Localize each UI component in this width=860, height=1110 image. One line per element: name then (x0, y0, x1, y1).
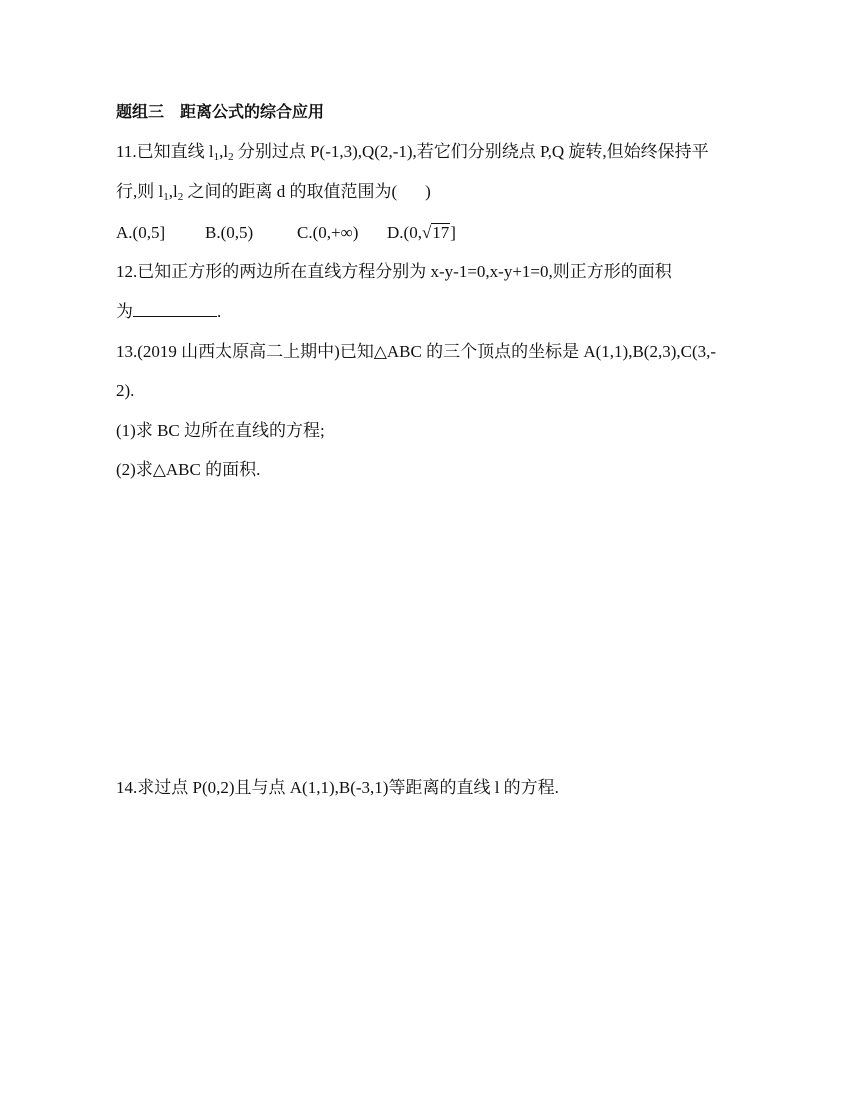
q12-answer-blank[interactable] (133, 300, 217, 317)
q11-sep: ,l (219, 142, 229, 161)
q11-sub1: 1 (213, 151, 220, 163)
q11-text-2: 分别过点 P(-1,3),Q(2,-1),若它们分别绕点 P,Q 旋转,但始终保持平 (233, 142, 709, 161)
q11-text-3: 行,则 l (116, 182, 164, 201)
q11-option-d-suffix: ] (450, 223, 456, 242)
q12-prefix: 为 (116, 302, 133, 321)
q12-suffix: . (217, 302, 222, 321)
q11-option-d-prefix: D.(0, (387, 223, 422, 242)
sqrt-symbol: √17 (421, 223, 450, 242)
q11-text-5: ) (425, 182, 431, 201)
section-title: 题组三 距离公式的综合应用 (116, 102, 325, 121)
q14-text: 14.求过点 P(0,2)且与点 A(1,1),B(-3,1)等距离的直线 l 的方程. (116, 778, 559, 797)
q11-option-c: C.(0,+∞) (297, 223, 359, 242)
q11-line2 (116, 181, 431, 203)
q11-option-d (387, 222, 456, 244)
q11-option-d-root: 17 (432, 223, 450, 242)
q11-sub3: 1 (163, 191, 169, 203)
q13-line2: 2). (116, 381, 135, 400)
q11-text-1: 11.已知直线 l (116, 142, 214, 161)
q11-option-a: A.(0,5] (116, 223, 166, 242)
q11-line1 (116, 141, 709, 163)
q11-sub2: 2 (228, 151, 234, 163)
q13-part2: (2)求△ABC 的面积. (116, 460, 261, 479)
q11-options (116, 222, 456, 244)
q11-sub4: 2 (177, 191, 184, 203)
q11-text-4: 之间的距离 d 的取值范围为( (183, 182, 398, 201)
q13-line1: 13.(2019 山西太原高二上期中)已知△ABC 的三个顶点的坐标是 A(1,1),B(2,3),C(3,- (116, 342, 717, 361)
q12-line1: 12.已知正方形的两边所在直线方程分别为 x-y-1=0,x-y+1=0,则正方形的面积 (116, 262, 672, 281)
q11-option-b: B.(0,5) (205, 223, 254, 242)
q13-part1: (1)求 BC 边所在直线的方程; (116, 421, 325, 440)
q11-sep2: ,l (168, 182, 178, 201)
q12-line2 (116, 300, 221, 323)
